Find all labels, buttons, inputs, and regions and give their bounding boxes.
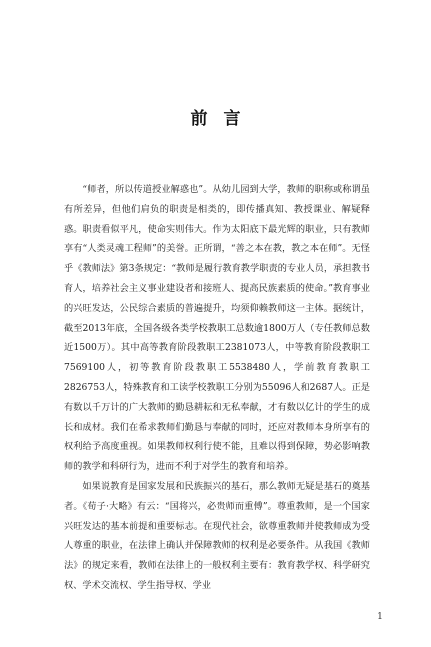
paragraph: 如果说教育是国家发展和民族振兴的基石，那么教师无疑是基石的奠基者。《荀子·大略》有云：“国将兴，必贵师而重傅”。尊重教师，是一个国家兴旺发达的基本前提和重要标志。在现代社会，欲尊重教师并使教师成为受人尊重的职业，在法律上确认并保障教师的权利是必要条件。从我国《教师法》的规定来看，教师在法律上的一般权利主要有：教育教学权、科学研究权、学术交流权、学生指导权、学业 <box>64 480 370 591</box>
page-number: 1 <box>377 612 383 622</box>
page-title: 前言 <box>190 109 257 129</box>
paragraph: “师者，所以传道授业解惑也”。从幼儿园到大学，教师的职称或称谓虽有所差异，但他们肩负的职责是相类的，即传播真知、教授课业、解疑释惑。职责看似平凡，使命实则伟大。作为太阳底下最光辉的职业，只有教师享有“人类灵魂工程师”的美誉。正所谓，“善之本在教，教之本在师”。无怪乎《教师法》第3条规定：“教师是履行教育教学职责的专业人员，承担教书育人，培养社会主义事业建设者和接班人、提高民族素质的使命。”教育事业的兴旺发达，公民综合素质的普遍提升，均须仰赖教师这一主体。据统计，截至2013年底，全国各级各类学校教职工总数逾1800万人（专任教师总数近1500万）。其中高等教育阶段教职工2381073人，中等教育阶段教职工7569100人，初等教育阶段教职工5538480人，学前教育教职工2826753人，特殊教育和工读学校教职工分别为55096人和2687人。正是有数以千万计的广大教师的勤恳耕耘和无私奉献，才有数以亿计的学生的成长和成材。我们在希求教师们勤恳与奉献的同时，还应对教师本身所享有的权利给予高度重视。如果教师权利行使不能，且难以得到保障，势必影响教师的教学和科研行为，进而不利于对学生的教育和培养。 <box>64 184 370 473</box>
body-text <box>64 180 370 596</box>
